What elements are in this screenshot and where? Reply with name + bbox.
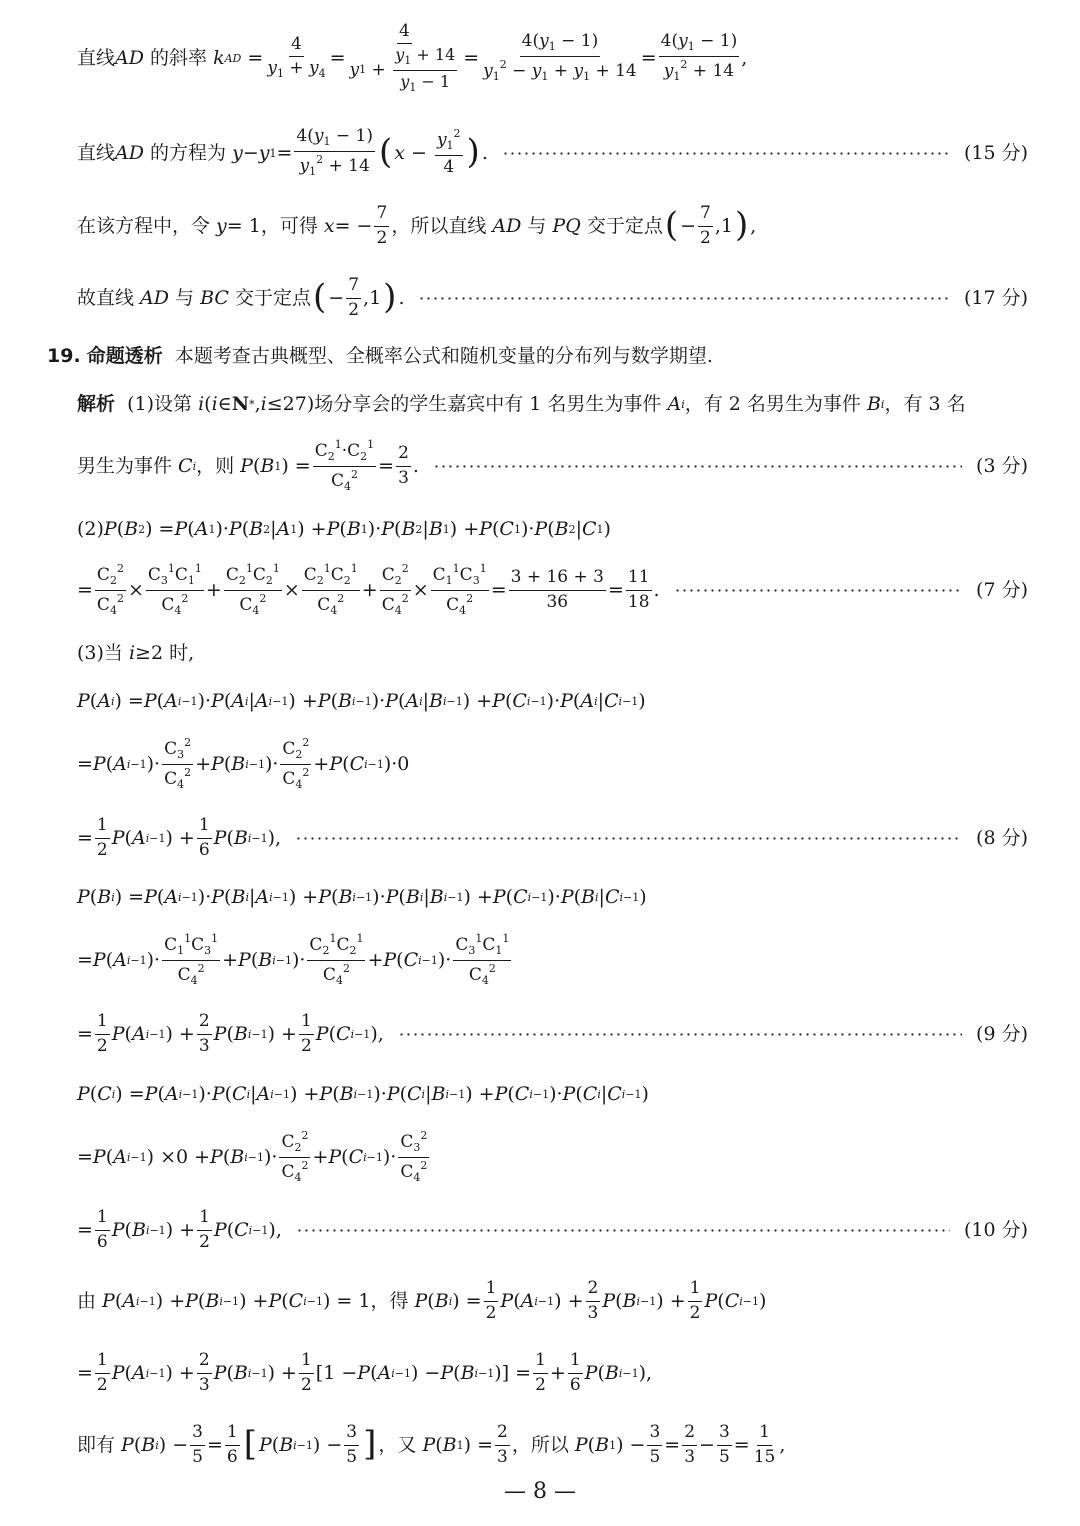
pa-result: = 1 2 P ( A i−1 ) + 1 6 P ( B i−1 ), (8 分) [77, 814, 1028, 860]
problem-19-header [0, 344, 1080, 368]
leader-dots [295, 837, 962, 840]
score-8: (8 分) [976, 826, 1028, 849]
leader-dots [398, 1033, 962, 1036]
leader-dots [418, 297, 949, 300]
sum-to-one-line: 由 P ( A i−1 ) + P ( B i−1 ) + P ( C i−1 ) = 1，得 P ( B i ) = 1 2 P ( A i−1 ) + 2 3 P ( B i−1 ) + 1 2 P ( C i−1 ) [77, 1277, 767, 1323]
analysis-label: 解析 [77, 392, 116, 415]
score-9: (9 分) [976, 1022, 1028, 1045]
geometric-sequence-line: 即有 P ( B i ) − 3 5 = 1 6 [ P ( B i−1 ) − 3 5 ] ，又 P ( B 1 ) = 2 3 ，所以 P ( B 1 ) − 3 5 = 2 3 − 3 5 = 1 15 , [77, 1421, 786, 1467]
analysis-intro: 解析 (1)设第 i ( i ∈ N * , i ≤27)场分享会的学生嘉宾中有 1 名男生为事件 A i ，有 2 名男生为事件 B i ，有 3 名 [77, 392, 966, 415]
line-ad-equation: 直线 AD 的方程为 y − y 1 = $4(y_1 - 1)$ $y_1^2 + 14$ ( x − $y_1^2$ 4 ) . (15 分) [77, 126, 1028, 178]
score-10: (10 分) [963, 1218, 1028, 1241]
score-7: (7 分) [976, 578, 1028, 601]
part2-total-prob: (2) P ( B 2 ) = P ( A 1 )· P ( B 2 | A 1 ) + P ( B 1 )· P ( B 2 | B 1 ) + P ( C 1 )· P ( B 2 | C 1 ) [77, 517, 611, 540]
intersection-bc-line: 故直线 AD 与 BC 交于定点 ( − 7 2 ,1 ) . (17 分) [77, 274, 1028, 320]
intent-label: 命题透析 [86, 344, 163, 367]
leader-dots [502, 152, 950, 155]
pc-recurrence: P ( C i ) = P ( A i−1 )· P ( C i | A i−1 ) + P ( B i−1 )· P ( C i | B i−1 ) + P ( C i−1 )· P ( C i | C i−1 ) [77, 1082, 649, 1105]
pb-substitution: = P ( A i−1 )· $C_1^1C_3^1$ $C_4^2$ + P ( B i−1 )· $C_2^1C_2^1$ $C_4^2$ + P ( C i−1 )· $C_3^1C_1^1$ $C_4^2$ [77, 931, 510, 987]
score-17: (17 分) [963, 286, 1028, 309]
intent-text: 本题考查古典概型、全概率公式和随机变量的分布列与数学期望. [174, 344, 713, 367]
pc-result: = 1 6 P ( B i−1 ) + 1 2 P ( C i−1 ), (10 分) [77, 1206, 1028, 1252]
score-15: (15 分) [963, 141, 1028, 164]
pc-substitution: = P ( A i−1 ) ×0 + P ( B i−1 )· $C_2^2$ $C_4^2$ + P ( C i−1 )· $C_3^2$ $C_4^2$ [77, 1128, 428, 1184]
pb-result: = 1 2 P ( A i−1 ) + 2 3 P ( B i−1 ) + 1 2 P ( C i−1 ), (9 分) [77, 1010, 1028, 1056]
pa-recurrence: P ( A i ) = P ( A i−1 )· P ( A i | A i−1 ) + P ( B i−1 )· P ( A i | B i−1 ) + P ( C i−1 )· P ( A i | C i−1 ) [77, 689, 646, 712]
pa-substitution: = P ( A i−1 )· $C_3^2$ $C_4^2$ + P ( B i−1 )· $C_2^2$ $C_4^2$ + P ( C i−1 )·0 [77, 735, 410, 791]
leader-dots [433, 465, 962, 468]
page-number: — 8 — [504, 1479, 576, 1504]
slope-ad-line: 直线 AD 的斜率 k AD = 4 $y_1 + y_4$ = 4 y 1 + $y_1 + 14$ $y_1 - 1$ = $4(y_1 - 1)$ $y_1^2 - y_1 + y_1 + 14$ = $4(y_1 - 1)$ $y_1^2 + 14$ , [77, 20, 748, 94]
intersection-pq-line: 在该方程中，令 y = 1，可得 x = − 7 2 ，所以直线 AD 与 PQ 交于定点 ( − 7 2 ,1 ) , [77, 202, 757, 248]
part3-intro: (3)当 i ≥2 时, [77, 641, 195, 664]
pb-simplified: = 1 2 P ( A i−1 ) + 2 3 P ( B i−1 ) + 1 2 [1 − P ( A i−1 ) − P ( B i−1 )] = 1 2 + 1 6 P ( B i−1 ), [77, 1349, 653, 1395]
part1-result: 男生为事件 C i ，则 P ( B 1 ) = $C_2^1\cdot C_2^1$ $C_4^2$ = 2 3 . (3 分) [77, 437, 1028, 493]
leader-dots [674, 589, 962, 592]
part2-result: = $C_2^2$ $C_4^2$ × $C_3^1C_1^1$ $C_4^2$ + $C_2^1C_2^1$ $C_4^2$ × $C_2^1C_2^1$ $C_4^2$ + $C_2^2$ $C_4^2$ × $C_1^1C_3^1$ $C_4^2$ = 3 + 16 + 3 36 = 11 18 . (7 分) [77, 561, 1028, 617]
leader-dots [296, 1229, 950, 1232]
pb-recurrence: P ( B i ) = P ( A i−1 )· P ( B i | A i−1 ) + P ( B i−1 )· P ( B i | B i−1 ) + P ( C i−1 )· P ( B i | C i−1 ) [77, 885, 647, 908]
score-3: (3 分) [976, 454, 1028, 477]
problem-number: 19. [47, 344, 81, 367]
